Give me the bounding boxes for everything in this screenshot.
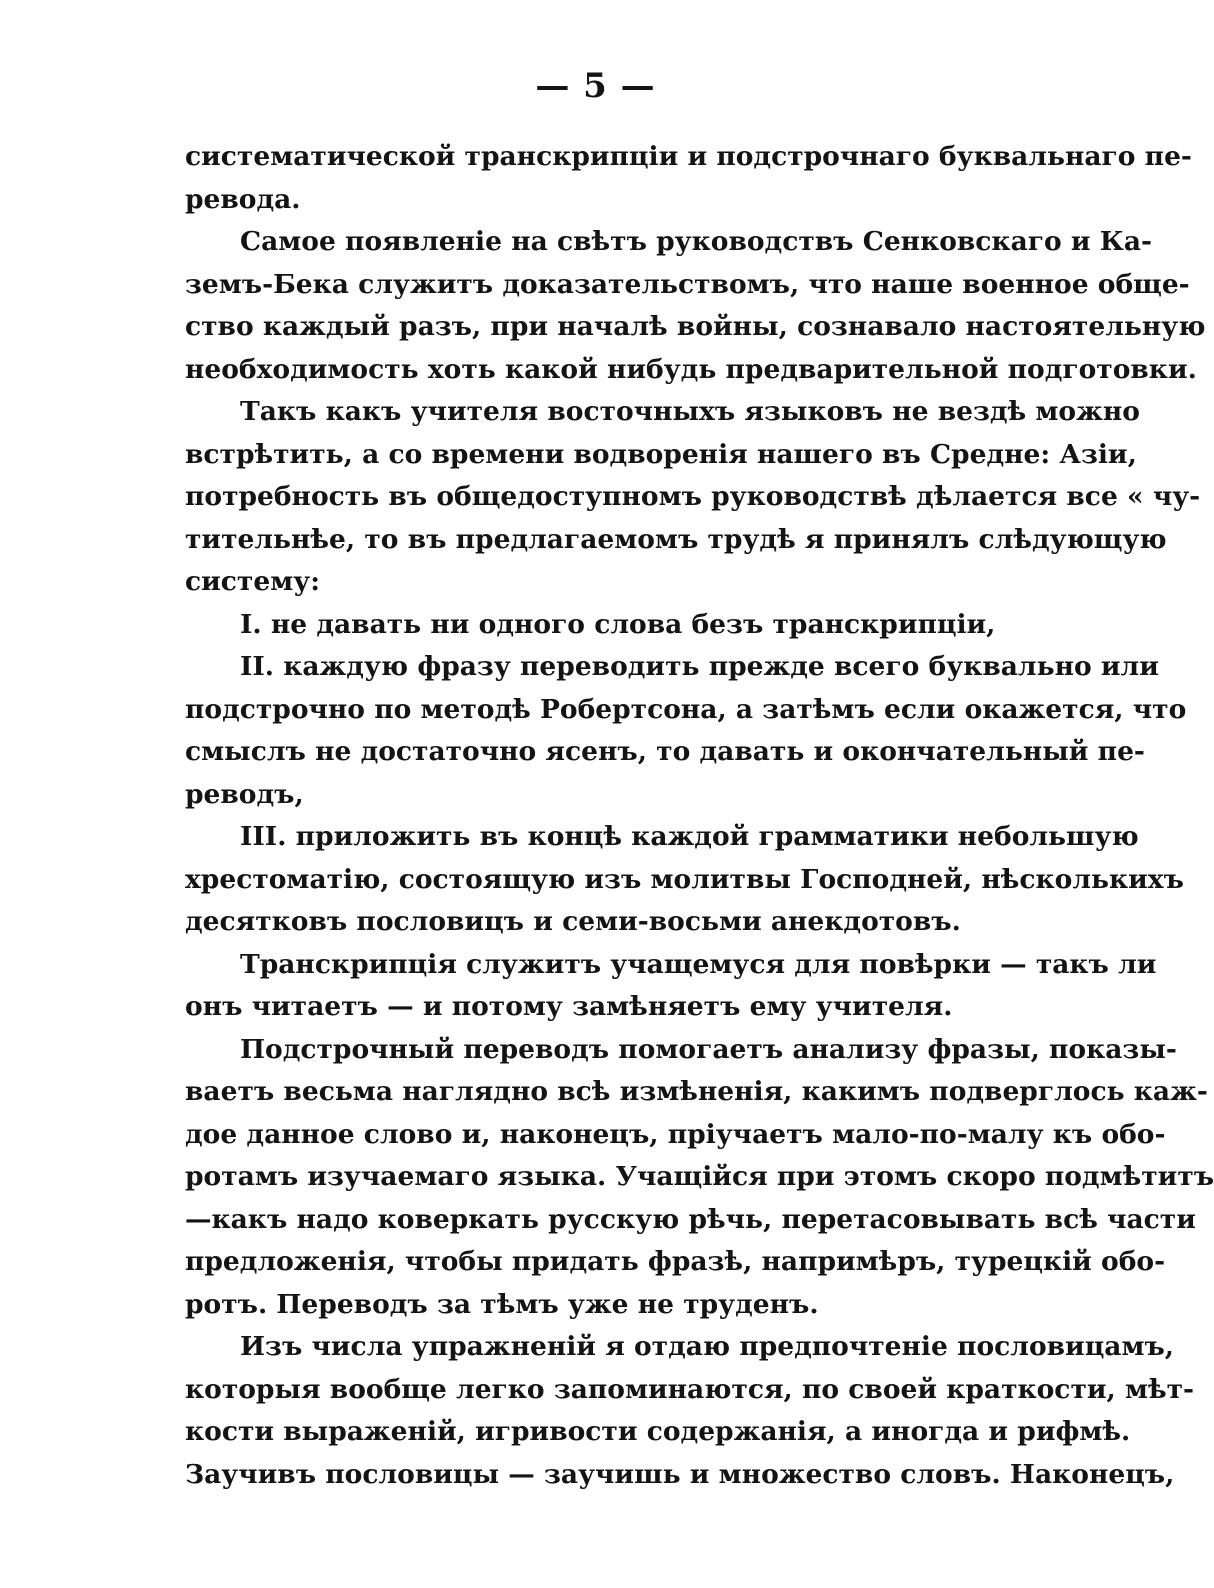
text-line: земъ-Бека служитъ доказательствомъ, что наше военное обще- [185, 268, 1190, 300]
text-line: —какъ надо коверкать русскую рѣчь, перетасовывать всѣ части [185, 1203, 1196, 1235]
text-line: ревода. [185, 183, 301, 215]
text-line: необходимость хоть какой нибудь предварительной подготовки. [185, 353, 1197, 385]
text-line: ваетъ весьма наглядно всѣ измѣненія, какимъ подверглось каж- [185, 1076, 1208, 1107]
text-line: Транскрипція служитъ учащемуся для повѣрки — такъ ли [240, 948, 1157, 980]
text-line: кости выраженій, игривости содержанія, а иногда и рифмѣ. [185, 1416, 1131, 1447]
page-number: — 5 — [535, 66, 656, 106]
text-line: систему: [185, 566, 320, 597]
text-line: предложенія, чтобы придать фразѣ, напримѣръ, турецкій обо- [185, 1246, 1166, 1277]
text-line: Заучивъ пословицы — заучишь и множество словъ. Наконецъ, [185, 1458, 1175, 1490]
page-body-text [185, 136, 1214, 1496]
text-line: I. не давать ни одного слова безъ транскрипціи, [240, 608, 996, 640]
text-line: ротамъ изучаемаго языка. Учащійся при этомъ скоро подмѣтитъ [185, 1161, 1214, 1192]
text-line: ротъ. Переводъ за тѣмъ уже не труденъ. [185, 1288, 819, 1320]
text-line: встрѣтить, а со времени водворенія нашего въ Средне: Азіи, [185, 438, 1137, 470]
text-line: потребность въ общедоступномъ руководствѣ дѣлается все « чу- [185, 481, 1201, 512]
text-line: II. каждую фразу переводить прежде всего буквально или [240, 651, 1159, 682]
text-line: Подстрочный переводъ помогаетъ анализу фразы, показы- [240, 1033, 1177, 1065]
text-line: дое данное слово и, наконецъ, пріучаетъ мало-по-малу къ обо- [185, 1118, 1166, 1150]
text-line: подстрочно по методѣ Робертсона, а затѣмъ если окажется, что [185, 693, 1187, 725]
text-line: Такъ какъ учителя восточныхъ языковъ не вездѣ можно [240, 396, 1140, 427]
text-line: III. приложить въ концѣ каждой грамматики небольшую [240, 821, 1139, 852]
text-line: хрестоматію, состоящую изъ молитвы Господней, нѣсколькихъ [185, 863, 1184, 895]
text-line: онъ читаетъ — и потому замѣняетъ ему учителя. [185, 991, 953, 1022]
text-line: которыя вообще легко запоминаются, по своей краткости, мѣт- [185, 1373, 1195, 1405]
text-line: Изъ числа упражненій я отдаю предпочтеніе пословицамъ, [240, 1331, 1175, 1362]
text-line: смыслъ не достаточно ясенъ, то давать и окончательный пе- [185, 736, 1145, 767]
text-line: ство каждый разъ, при началѣ войны, сознавало настоятельную [185, 311, 1206, 342]
text-line: реводъ, [185, 778, 304, 810]
text-line: систематической транскрипціи и подстрочнаго буквальнаго пе- [185, 141, 1192, 172]
text-line: десятковъ пословицъ и семи-восьми анекдотовъ. [185, 906, 961, 937]
text-line: Самое появленіе на свѣтъ руководствъ Сенковскаго и Ка- [240, 226, 1153, 257]
text-line: тительнѣе, то въ предлагаемомъ трудѣ я принялъ слѣдующую [185, 523, 1167, 555]
